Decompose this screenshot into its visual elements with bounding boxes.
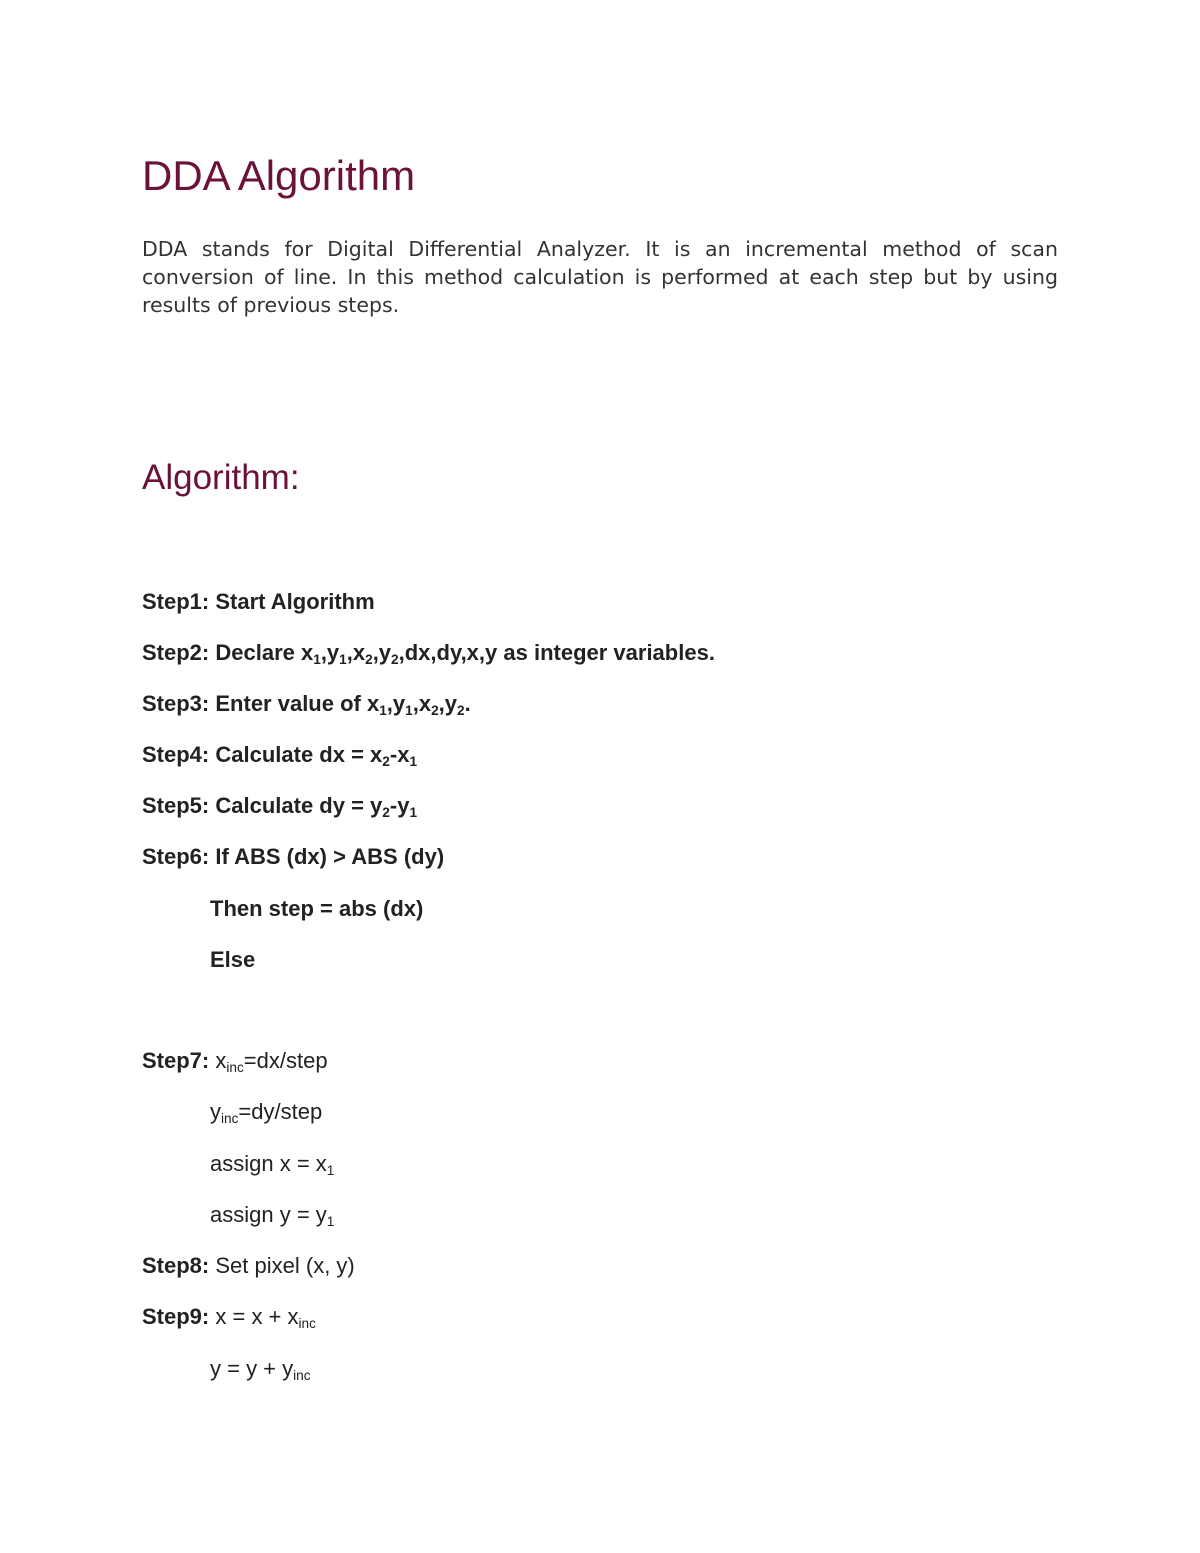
step-label: Step5: — [142, 793, 210, 818]
step-text: Declare $x_1,y_1,x_2,y_2,dx,dy,x,y$ as integer variables. — [215, 640, 715, 667]
step-text: If ABS (dx) > ABS (dy) — [215, 844, 445, 869]
step-text: Enter value of $x_1,y_1,x_2,y_2$. — [215, 691, 471, 718]
step-text: Calculate dx = $x_2-x_1$ — [215, 742, 418, 769]
section-heading: Algorithm: — [142, 458, 300, 497]
page-title: DDA Algorithm — [142, 152, 416, 199]
step-8 — [142, 1251, 355, 1281]
step-label: Step6: — [142, 844, 210, 869]
step-7 — [142, 1046, 328, 1076]
step-9 — [142, 1302, 316, 1332]
step-3 — [142, 689, 471, 719]
step-text: $x = x + x_{inc}$ — [215, 1304, 316, 1331]
step-1 — [142, 587, 375, 617]
step-5 — [142, 791, 417, 821]
step-text: Set pixel (x, y) — [215, 1253, 355, 1278]
step-9-line-2: $y = y + y_{inc}$ — [210, 1356, 311, 1383]
step-label: Step8: — [142, 1253, 210, 1278]
step-text: Start Algorithm — [215, 589, 375, 614]
step-4 — [142, 740, 417, 770]
step-7-line-4: assign $y = y_1$ — [210, 1202, 335, 1229]
step-text: Calculate dy = $y_2-y_1$ — [215, 793, 418, 820]
step-6 — [142, 842, 444, 872]
step-label: Step4: — [142, 742, 210, 767]
intro-paragraph: DDA stands for Digital Differential Analyzer. It is an incremental method of scan conversion of line. In this method calculation is performed at each step but by using results of previous steps. — [142, 237, 1058, 317]
step-label: Step3: — [142, 691, 210, 716]
step-label: Step1: — [142, 589, 210, 614]
step-label: Step7: — [142, 1048, 210, 1073]
step-7-line-2: $y_{inc}=dy$/step — [210, 1099, 323, 1126]
step-6-else: Else — [210, 947, 256, 972]
step-2 — [142, 638, 715, 668]
step-label: Step2: — [142, 640, 210, 665]
step-text: $x_{inc}=dx$/step — [215, 1048, 328, 1075]
step-7-line-3: assign $x = x_1$ — [210, 1151, 335, 1178]
step-label: Step9: — [142, 1304, 210, 1329]
step-6-then: Then step = abs (dx) — [210, 896, 424, 921]
